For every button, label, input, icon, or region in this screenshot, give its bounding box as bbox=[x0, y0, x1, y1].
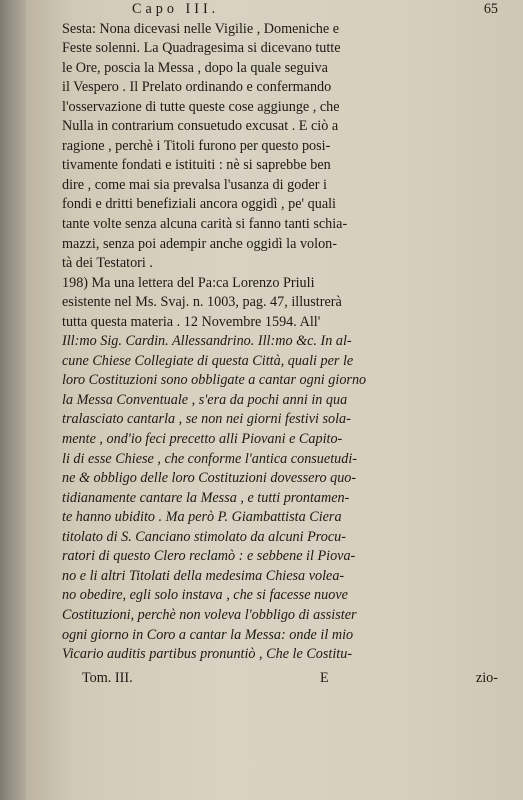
text-line: ogni giorno in Coro a cantar la Messa: onde il mio bbox=[62, 626, 354, 643]
text-line: tante volte senza alcuna carità si fanno tanti schia- bbox=[62, 216, 348, 233]
text-line: dire , come mai sia prevalsa l'usanza di goder i bbox=[62, 176, 327, 193]
text-line: ratori di questo Clero reclamò : e sebbene il Piova- bbox=[62, 548, 356, 565]
catchword: zio- bbox=[475, 669, 498, 686]
text-line: le Ore, poscia la Messa , dopo la quale seguiva bbox=[62, 59, 328, 76]
text-line: 198) Ma una lettera del Pa:ca Lorenzo Priuli bbox=[62, 274, 315, 291]
signature-mark: E bbox=[319, 669, 329, 686]
text-line: mazzi, senza poi adempir anche oggidì la volon- bbox=[62, 235, 337, 252]
text-line: l'osservazione di tutte queste cose aggiunge , che bbox=[62, 98, 340, 115]
text-line: Nulla in contrarium consuetudo excusat . E ciò a bbox=[62, 118, 339, 135]
text-line: ragione , perchè i Titoli furono per questo posi- bbox=[62, 137, 331, 154]
paragraph-first bbox=[62, 20, 502, 274]
text-line: tralasciato cantarla , se non nei giorni festivi sola- bbox=[62, 411, 351, 428]
page-footer bbox=[62, 665, 502, 691]
volume-label: Tom. III. bbox=[82, 669, 133, 686]
text-line: tutta questa materia . 12 Novembre 1594. All' bbox=[62, 313, 321, 330]
text-line: tivamente fondati e istituiti : nè si saprebbe ben bbox=[62, 157, 331, 174]
text-line: Vicario auditis partibus pronuntiò , Che le Costitu- bbox=[62, 646, 353, 663]
text-line: Ill:mo Sig. Cardin. Allessandrino. Ill:mo &c. In al- bbox=[62, 333, 352, 350]
text-line: mente , ond'io feci precetto alli Piovani e Capito- bbox=[62, 431, 343, 448]
text-line: esistente nel Ms. Svaj. n. 1003, pag. 47, illustrerà bbox=[62, 294, 342, 311]
book-page bbox=[26, 0, 523, 800]
text-block bbox=[62, 0, 502, 691]
chapter-title: Capo III. bbox=[132, 1, 220, 17]
text-line: li di esse Chiese , che conforme l'antica consuetudi- bbox=[62, 450, 357, 467]
text-line: ne & obbligo delle loro Costituzioni dovessero quo- bbox=[62, 470, 357, 487]
paragraph-second bbox=[62, 274, 502, 665]
book-gutter bbox=[0, 0, 26, 800]
text-line: te hanno ubidito . Ma però P. Giambattista Ciera bbox=[62, 509, 342, 526]
text-line: fondi e dritti benefiziali ancora oggidì , pe' quali bbox=[62, 196, 336, 213]
text-line: titolato di S. Canciano stimolato da alcuni Procu- bbox=[62, 528, 346, 545]
text-line: Sesta: Nona dicevasi nelle Vigilie , Domeniche e bbox=[62, 20, 340, 37]
running-header bbox=[62, 0, 502, 20]
text-line: il Vespero . Il Prelato ordinando e confermando bbox=[62, 79, 332, 96]
text-line: Costituzioni, perchè non voleva l'obbligo di assister bbox=[62, 606, 357, 623]
text-line: loro Costituzioni sono obbligate a cantar ogni giorno bbox=[62, 372, 367, 389]
text-line: Feste solenni. La Quadragesima si dicevano tutte bbox=[62, 40, 341, 57]
text-line: no obedire, egli solo instava , che si facesse nuove bbox=[62, 587, 348, 604]
page-number: 65 bbox=[483, 1, 498, 17]
text-line: tidianamente cantare la Messa , e tutti prontamen- bbox=[62, 489, 350, 506]
text-line: la Messa Conventuale , s'era da pochi anni in qua bbox=[62, 391, 348, 408]
text-line: no e li altri Titolati della medesima Chiesa volea- bbox=[62, 567, 345, 584]
text-line: tà dei Testatori . bbox=[62, 255, 153, 272]
text-line: cune Chiese Collegiate di questa Città, quali per le bbox=[62, 352, 354, 369]
